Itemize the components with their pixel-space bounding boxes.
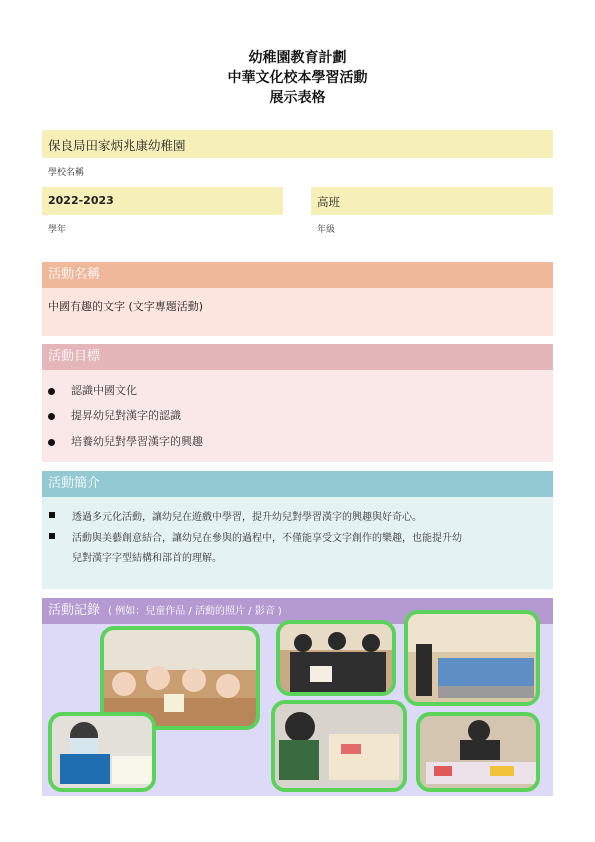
objective-item: 認識中國文化 (48, 382, 137, 398)
school-year-label: 學年 (48, 225, 67, 235)
activity-photo (404, 610, 540, 706)
activity-name-heading: 活動名稱 (42, 262, 553, 288)
title-line-1: 幼稚園教育計劃 (248, 50, 347, 66)
activity-photo (276, 620, 396, 696)
activity-photo (416, 712, 540, 792)
intro-item-2-line-2: 兒對漢字字型結構和部首的理解。 (72, 553, 222, 564)
activity-name-value: 中國有趣的文字 (文字專題活動) (42, 288, 553, 336)
school-year-field: 2022-2023 (42, 187, 283, 215)
title-line-3: 展示表格 (269, 90, 326, 106)
title-line-2: 中華文化校本學習活動 (227, 70, 368, 86)
record-heading: 活動記錄 ( 例如：兒童作品 / 活動的照片 / 影音 ) (42, 598, 553, 624)
objective-item: 提昇幼兒對漢字的認識 (48, 407, 181, 423)
objective-item: 培養幼兒對學習漢字的興趣 (48, 433, 203, 449)
intro-item-2-line-1: 活動與美藝創意結合，讓幼兒在參與的過程中，不僅能享受文字創作的樂趣，也能提升幼 (72, 533, 462, 544)
objectives-heading: 活動目標 (42, 344, 553, 370)
school-name-field: 保良局田家炳兆康幼稚園 (42, 130, 553, 158)
activity-photo (48, 712, 156, 792)
record-heading-note: ( 例如：兒童作品 / 活動的照片 / 影音 ) (108, 606, 282, 617)
activity-photo (271, 700, 407, 792)
school-name-label: 學校名稱 (48, 168, 85, 178)
bullet-icon (48, 439, 55, 446)
grade-label: 年級 (317, 225, 336, 235)
square-bullet-icon (49, 533, 55, 539)
intro-heading: 活動簡介 (42, 471, 553, 497)
intro-item-1: 透過多元化活動，讓幼兒在遊戲中學習，提升幼兒對學習漢字的興趣與好奇心。 (72, 512, 422, 523)
grade-field: 高班 (311, 187, 553, 215)
square-bullet-icon (49, 512, 55, 518)
bullet-icon (48, 413, 55, 420)
bullet-icon (48, 388, 55, 395)
